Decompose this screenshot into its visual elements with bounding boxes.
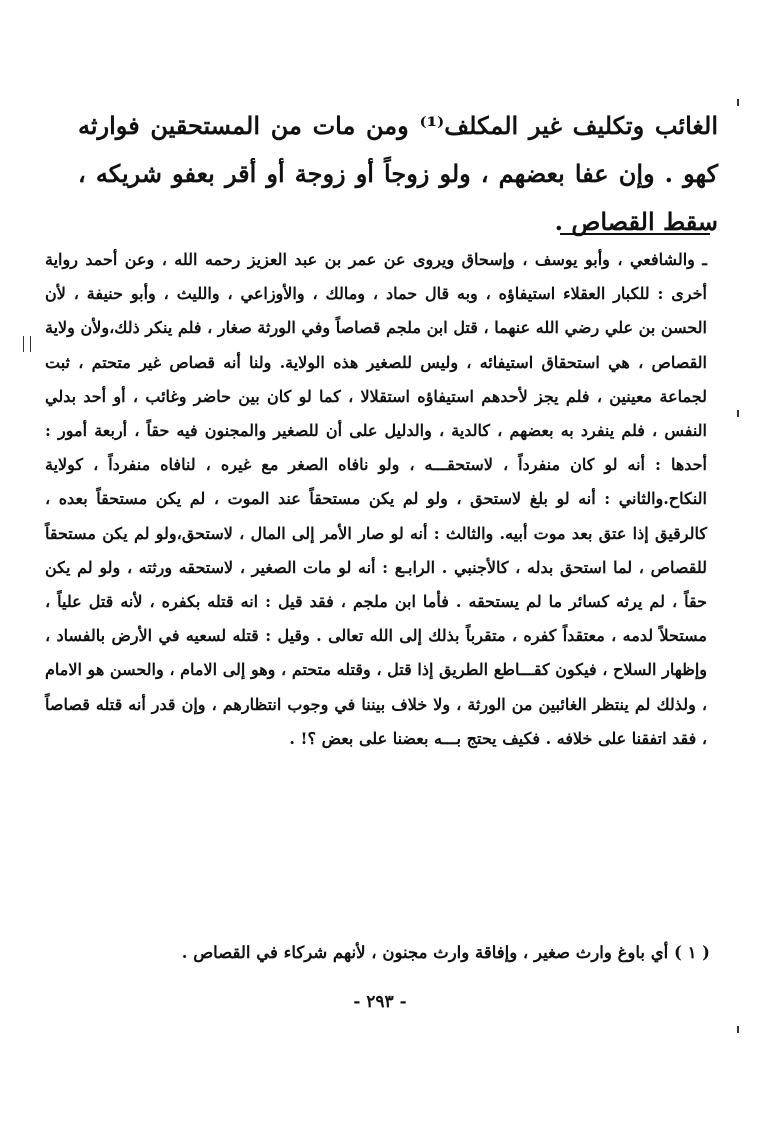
margin-mark (737, 410, 739, 417)
footnote-separator-line (560, 233, 710, 235)
main-text-block (78, 102, 718, 246)
commentary-block (45, 243, 707, 756)
page-number: - ٢٩٣ - (353, 992, 407, 1012)
footnote: ( ١ ) أي باوغ وارث صغير ، وإفاقة وارث مجنون ، لأنهم شركاء في القصاص . (181, 943, 710, 962)
main-paragraph: الغائب وتكليف غير المكلف⁽¹⁾ ومن مات من المستحقين فوارثه كهو . وإن عفا بعضهم ، ولو زوجاً أو زوجة أو أقر بعفو شريكه ، سقط القصاص . (78, 111, 718, 236)
commentary-paragraph: ـ والشافعي ، وأبو يوسف ، وإسحاق ويروى عن عمر بن عبد العزيز رحمه الله ، وعن أحمد رواية أخرى : للكبار العقلاء استيفاؤه ، وبه قال حماد ، ومالك ، والأوزاعي ، والليث ، وأبو حنيفة ، لأن الحسن بن علي رضي الله عنهما ، قتل ابن ملجم قصاصاً وفي الورثة صغار ، فلم ينكر ذلك،ولأن ولاية القصاص ، هي استحقاق استيفائه ، وليس للصغير هذه الولاية. ولنا أنه قصاص غير متحتم ، ثبت لجماعة معينين ، فلم يجز لأحدهم استيفاؤه استقلالا ، كما لو كان بين حاضر وغائب ، أو أحد بدلي النفس ، فلم ينفرد به بعضهم ، كالدية ، والدليل على أن للصغير والمجنون فيه حقاً ، أربعة أمور : أحدها : أنه لو كان منفرداً ، لاستحقـــه ، ولو نافاه الصغر مع غيره ، لنافاه منفرداً ، كولاية النكاح.والثاني : أنه لو بلغ لاستحق ، ولو لم يكن مستحقاً عند الموت ، لم يكن مستحقاً بعده ، كالرقيق إذا عتق بعد موت أبيه. والثالث : أنه لو صار الأمر إلى المال ، لاستحق،ولو لم يكن مستحقاً للقصاص ، لما استحق بدله ، كالأجنبي . الرابـع : أنه لو مات الصغير ، لاستحقه ورثته ، ولو لم يكن حقاً ، لم يرثه كسائر ما لم يستحقه . فأما ابن ملجم ، فقد قيل : انه قتله بكفره ، لأنه قتل علياً ، مستحلاً لدمه ، معتقداً كفره ، متقرباً بذلك إلى الله تعالى . وقيل : قتله لسعيه في الأرض بالفساد ، وإظهار السلاح ، فيكون كقـــاطع الطريق إذا قتل ، وقتله متحتم ، وهو إلى الامام ، والحسن هو الامام ، ولذلك لم ينتظر الغائبين من الورثة ، ولا خلاف بيننا في وجوب انتظارهم ، وإن قدر أنه قتله قصاصاً ، فقد اتفقنا على خلافه . فكيف يحتج بـــه بعضنا على بعض ؟! . (45, 250, 708, 748)
bracket-mark-icon (23, 336, 31, 352)
margin-mark (737, 1026, 739, 1033)
margin-mark (737, 99, 739, 106)
